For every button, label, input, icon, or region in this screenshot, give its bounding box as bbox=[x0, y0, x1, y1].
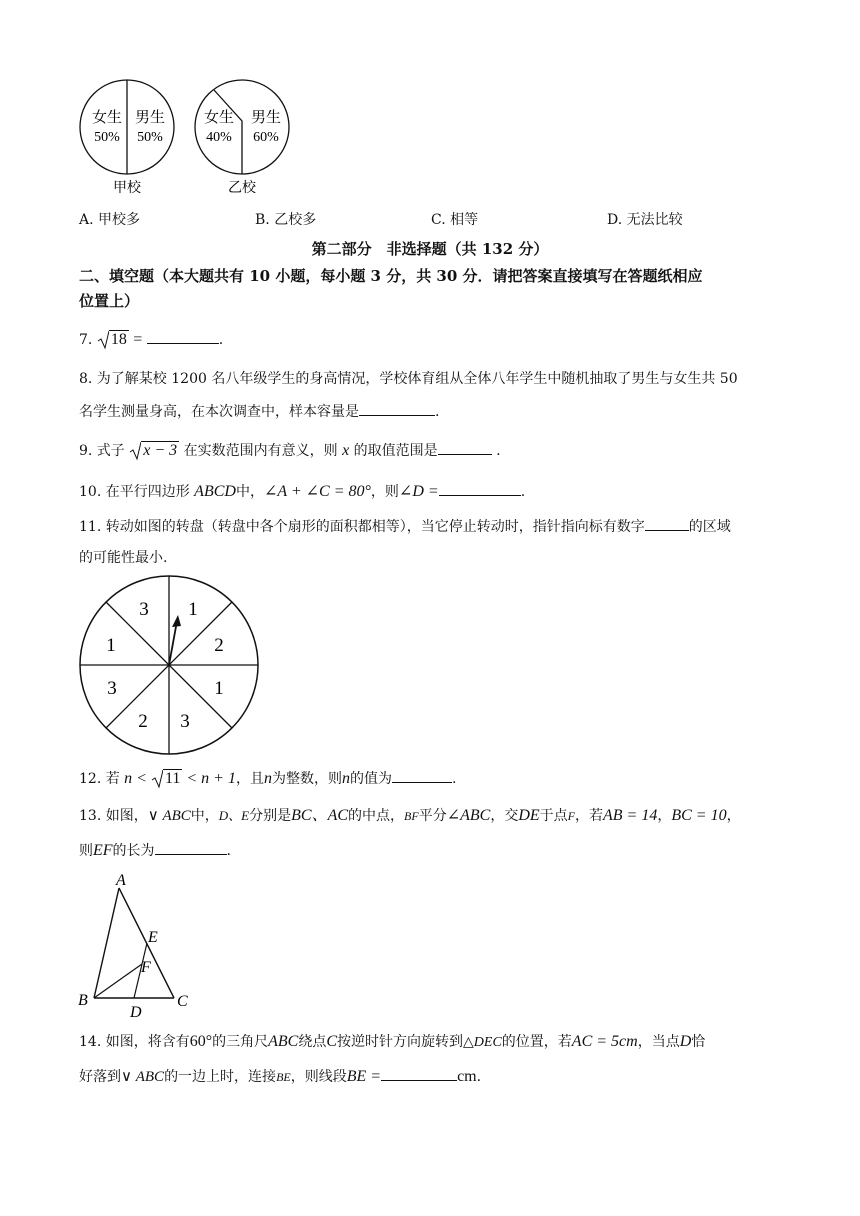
answer-blank-7[interactable] bbox=[147, 329, 219, 344]
sqrt-18: 18 bbox=[97, 330, 129, 350]
question-13-line2: 则EF的长为 . bbox=[79, 842, 231, 859]
answer-blank-8[interactable] bbox=[359, 401, 435, 416]
question-10: 10. 在平行四边形 ABCD中，∠A + ∠C = 80°，则∠D = . bbox=[79, 483, 526, 500]
question-13-line1: 13. 如图，∨ ABC中，D、E分别是BC、AC的中点，BF平分∠ABC，交DE于点F，若AB = 14，BC = 10， bbox=[79, 807, 741, 824]
spinner-number: 3 bbox=[139, 599, 149, 620]
point-label-b: B bbox=[78, 992, 88, 1009]
spinner-number: 1 bbox=[188, 599, 198, 620]
part2-title: 第二部分 非选择题（共 132 分） bbox=[311, 240, 549, 258]
question-11-line1: 11. 转动如图的转盘（转盘中各个扇形的面积都相等），当它停止转动时，指针指向标有数字 的区域 bbox=[79, 516, 731, 537]
question-14-line1: 14. 如图，将含有60°的三角尺ABC绕点C按逆时针方向旋转到△DEC的位置，若AC = 5cm，当点D恰 bbox=[79, 1033, 706, 1050]
pie2-caption: 乙校 bbox=[228, 181, 256, 196]
spinner-number: 3 bbox=[107, 678, 117, 699]
question-11-line2: 的可能性最小. bbox=[79, 550, 168, 566]
pie1-right-pct: 50% bbox=[137, 130, 163, 145]
pie2-right-pct: 60% bbox=[253, 130, 279, 145]
point-label-a: A bbox=[116, 872, 126, 889]
spinner-number: 2 bbox=[138, 711, 148, 732]
question-7: 7. 18 = . bbox=[79, 331, 224, 348]
triangle-figure bbox=[74, 870, 198, 1022]
spinner-wheel bbox=[77, 573, 261, 757]
pie1-left-label: 女生 bbox=[91, 110, 123, 126]
question-14-line2: 好落到∨ ABC的一边上时，连接BE，则线段BE = cm. bbox=[79, 1068, 482, 1085]
pie1-caption: 甲校 bbox=[113, 181, 141, 196]
pie-chart-yixiao bbox=[193, 77, 295, 197]
section-heading-line2: 位置上） bbox=[79, 292, 140, 310]
point-label-d: D bbox=[130, 1004, 142, 1021]
option-a[interactable]: A. 甲校多 bbox=[79, 212, 141, 228]
answer-blank-14[interactable] bbox=[381, 1066, 457, 1081]
pie1-left-pct: 50% bbox=[94, 130, 120, 145]
question-9: 9. 式子 x − 3 在实数范围内有意义，则 x 的取值范围是 . bbox=[79, 442, 501, 459]
option-b[interactable]: B. 乙校多 bbox=[255, 212, 317, 228]
answer-blank-11[interactable] bbox=[645, 516, 689, 531]
pie1-right-label: 男生 bbox=[134, 110, 166, 126]
spinner-number: 1 bbox=[214, 678, 224, 699]
answer-blank-12[interactable] bbox=[392, 768, 452, 783]
sqrt-x-minus-3: x − 3 bbox=[129, 441, 179, 461]
spinner-number: 2 bbox=[214, 635, 224, 656]
option-d[interactable]: D. 无法比较 bbox=[607, 212, 683, 228]
spinner-arrowhead bbox=[172, 615, 181, 627]
pie2-left-pct: 40% bbox=[206, 130, 232, 145]
point-label-f: F bbox=[141, 959, 151, 976]
spinner-number: 1 bbox=[106, 635, 116, 656]
question-8-line1: 8. 为了解某校 1200 名八年级学生的身高情况，学校体育组从全体八年学生中随机抽取了男生与女生共 50 bbox=[79, 371, 738, 387]
pie2-right-label: 男生 bbox=[250, 110, 282, 126]
point-label-c: C bbox=[177, 993, 188, 1010]
point-label-e: E bbox=[148, 929, 158, 946]
sqrt-11: 11 bbox=[151, 769, 182, 789]
section-heading-line1: 二、填空题（本大题共有 10 小题，每小题 3 分，共 30 分．请把答案直接填写在答题纸相应 bbox=[79, 267, 703, 285]
spinner-number: 3 bbox=[180, 711, 190, 732]
question-12: 12. 若 n < 11 < n + 1，且n为整数，则n的值为 . bbox=[79, 770, 457, 787]
option-c[interactable]: C. 相等 bbox=[431, 212, 479, 228]
question-8-line2: 名学生测量身高，在本次调查中，样本容量是 . bbox=[79, 401, 439, 422]
pie2-left-label: 女生 bbox=[203, 110, 235, 126]
answer-blank-13[interactable] bbox=[155, 840, 227, 855]
pie-chart-jiaxiao bbox=[78, 77, 180, 197]
answer-blank-10[interactable] bbox=[439, 481, 521, 496]
answer-blank-9[interactable] bbox=[438, 440, 492, 455]
